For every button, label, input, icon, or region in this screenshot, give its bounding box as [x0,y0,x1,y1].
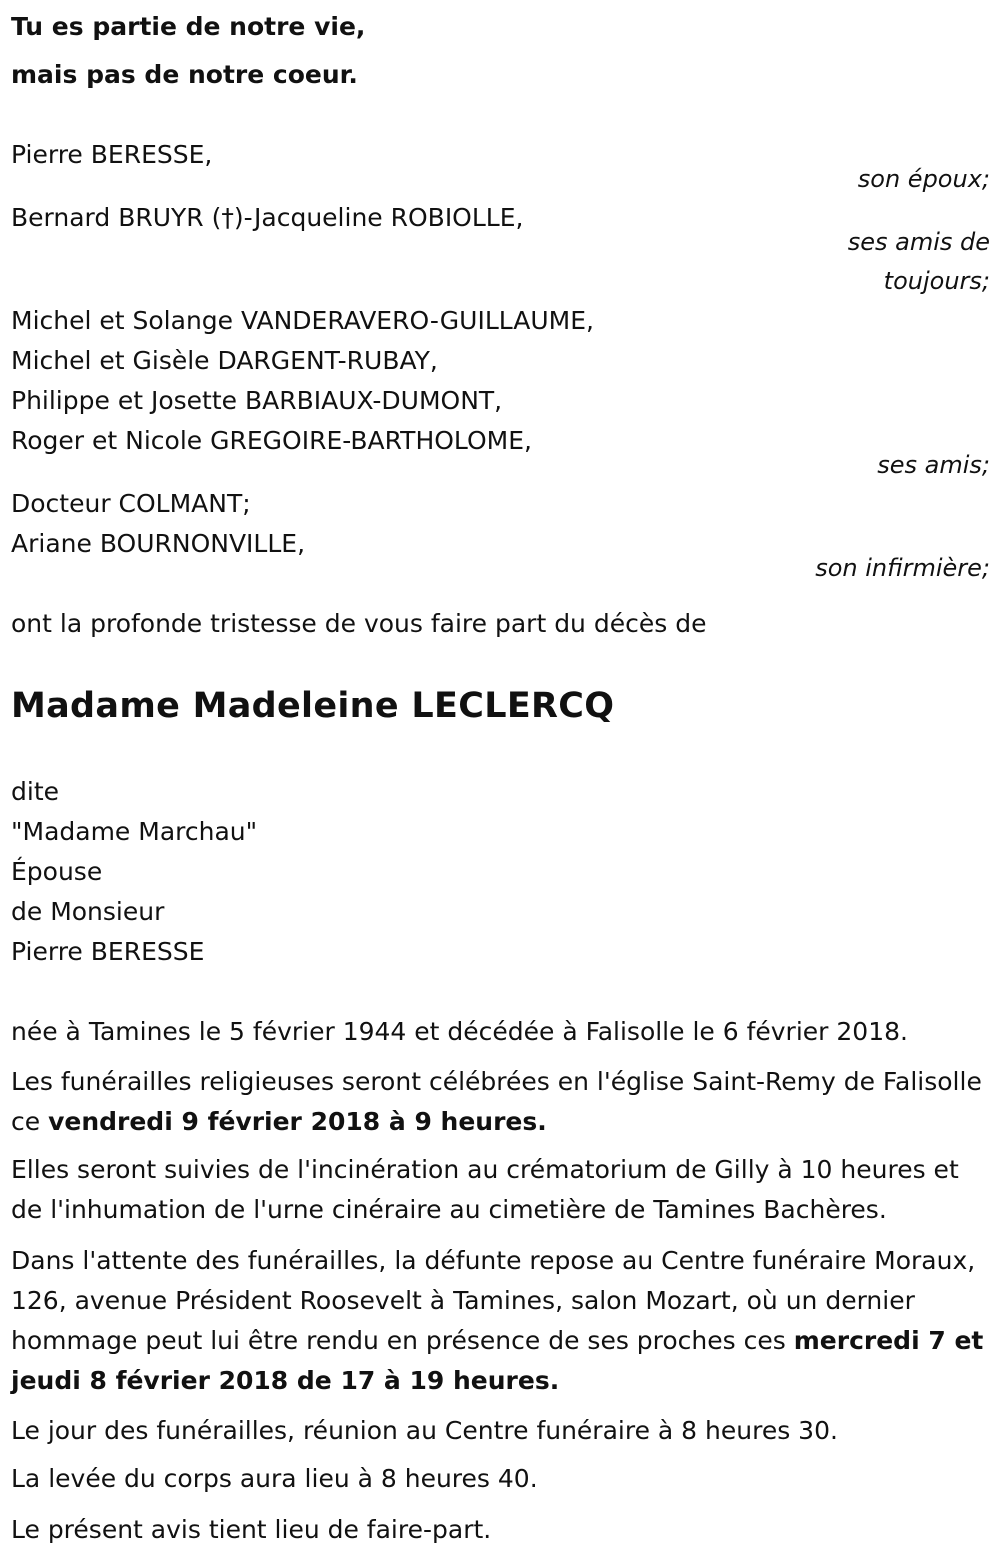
funeral-date: vendredi 9 février 2018 à 9 heures. [48,1107,547,1136]
friends-role: ses amis; [877,451,990,479]
husband-name: Pierre BERESSE, [11,140,213,169]
friend-couple: Michel et Gisèle DARGENT-RUBAY, [11,346,438,375]
funeral-paragraph [11,1062,996,1142]
husband-role: son époux; [857,165,990,193]
notice-text: Le présent avis tient lieu de faire-part. [11,1515,492,1544]
friend-couple: Roger et Nicole GREGOIRE-BARTHOLOME, [11,426,532,455]
nurse-role: son infirmière; [815,554,990,582]
doctor-name: Docteur COLMANT; [11,489,251,518]
epigraph-line-2: mais pas de notre coeur. [11,60,358,89]
gathering-info: Le jour des funérailles, réunion au Centre funéraire à 8 heures 30. [11,1416,838,1445]
old-friends-role-line-2: toujours; [883,267,990,295]
old-friends-names: Bernard BRUYR (†)-Jacqueline ROBIOLLE, [11,203,524,232]
alias-line: dite [11,777,59,806]
alias-line: de Monsieur [11,897,165,926]
levee-info: La levée du corps aura lieu à 8 heures 40. [11,1464,538,1493]
friend-couple: Philippe et Josette BARBIAUX-DUMONT, [11,386,503,415]
alias-line: Pierre BERESSE [11,937,205,966]
nurse-name: Ariane BOURNONVILLE, [11,529,306,558]
deceased-name: Madame Madeleine LECLERCQ [11,686,615,726]
friend-couple: Michel et Solange VANDERAVERO-GUILLAUME, [11,306,594,335]
cremation-paragraph: Elles seront suivies de l'incinération au crématorium de Gilly à 10 heures et de l'inhumation de l'urne cinéraire au cimetière de Tamines Bachères. [11,1155,959,1224]
epigraph-line-1: Tu es partie de notre vie, [11,12,366,41]
alias-line: Épouse [11,857,103,886]
announcement: ont la profonde tristesse de vous faire part du décès de [11,609,707,638]
funeral-text: Les funérailles religieuses seront célébrées en l'église Saint-Remy de Falisolle ce [11,1067,982,1136]
visitation-paragraph [11,1241,996,1401]
old-friends-role-line-1: ses amis de [847,228,990,256]
visitation-dates: mercredi 7 et jeudi 8 février 2018 de 17 à 19 heures. [11,1326,984,1395]
alias-line: "Madame Marchau" [11,817,258,846]
birth-death: née à Tamines le 5 février 1944 et décédée à Falisolle le 6 février 2018. [11,1017,908,1046]
visitation-text: Dans l'attente des funérailles, la défunte repose au Centre funéraire Moraux, 126, avenue Président Roosevelt à Tamines, salon Mozart, où un dernier hommage peut lui être rendu en présence de ses proches ces [11,1246,976,1355]
